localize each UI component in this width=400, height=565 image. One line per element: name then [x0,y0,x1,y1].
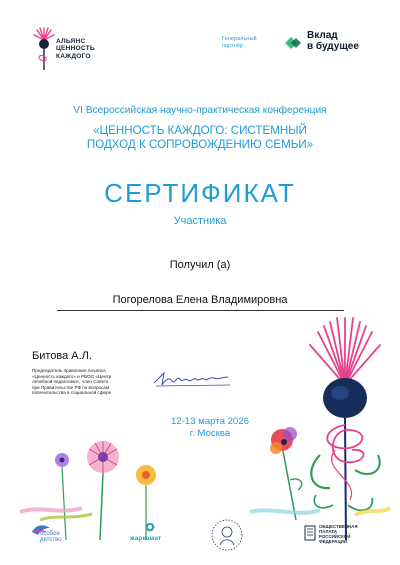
conference-line: VI Всероссийская научно-практическая конференция [73,105,327,116]
public-chamber-logo [304,522,374,552]
large-thistle-illustration [310,318,380,540]
received-label: Получил (а) [169,259,231,271]
partner-label-line: партнёр [222,43,244,49]
zharkamat-logo [130,522,170,550]
chamber-line: РОССИЙСКОЙ [319,534,351,539]
sponsor-name-line: Вклад [307,30,338,41]
alliance-logo-line: ЦЕННОСТЬ [56,45,95,53]
conference-title-line: «ЦЕННОСТЬ КАЖДОГО: СИСТЕМНЫЙ [93,124,307,137]
chamber-line: ФЕДЕРАЦИИ [319,539,347,544]
signer-role-line: попечительства в социальной сфере [32,390,112,396]
sponsor-name-line: в будущее [307,41,359,52]
signer-role-line: при Правительстве РФ по вопросам [32,384,110,390]
conference-title-line: ПОДХОД К СОПРОВОЖДЕНИЮ СЕМЬИ» [86,137,314,151]
certificate-subtitle: Участника [173,215,227,227]
osoboe-detstvo-logo [30,522,80,550]
zharkamat-emblem-icon [143,522,157,534]
chamber-emblem-icon [304,524,316,542]
partner-label-line: Генеральный [222,36,257,42]
chamber-line: ОБЩЕСТВЕННАЯ [319,524,358,529]
event-city: г. Москва [189,428,231,439]
striped-flower-illustration [87,441,119,540]
osoboe-detstvo-line: особое [40,531,60,537]
recipient-name: Погорелова Елена Владимировна [112,294,288,306]
alliance-logo-line: АЛЬЯНС [56,38,86,45]
event-date: 12-13 марта 2026 [171,416,249,427]
alliance-logo-line: КАЖДОГО [56,52,91,60]
poppy-illustration [270,427,302,520]
signer-name: Битова А.Л. [32,350,92,362]
chamber-line: ПАЛАТА [319,529,337,534]
osoboe-detstvo-line: детство [40,537,62,543]
ground-brush-strokes [20,508,390,520]
signer-role-line: «Ценность каждого» и РБОО «Центр [32,373,112,379]
signer-role-line: лечебной педагогики», член Совета [32,379,109,385]
portrait-emblem-logo [210,518,244,552]
certificate-title: СЕРТИФИКАТ [104,178,296,208]
zharkamat-name: жаркамат [130,535,162,542]
signer-role-line: Председатель правления Альянса [32,368,106,373]
portrait-emblem-icon [210,518,244,552]
